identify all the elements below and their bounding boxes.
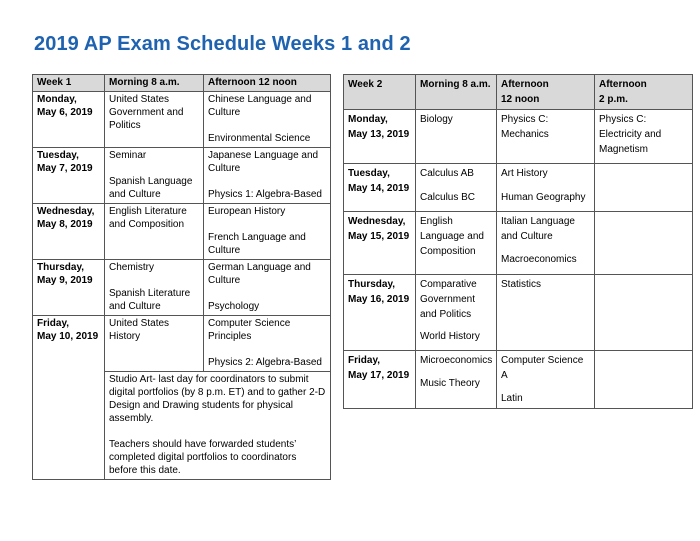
- table-row: [33, 260, 331, 316]
- week2-schedule-table: [343, 74, 693, 409]
- morning-cell: Chemistry Spanish Literature and Culture: [105, 260, 204, 316]
- morning-cell: Seminar Spanish Language and Culture: [105, 148, 204, 204]
- morning-cell: English Literature and Composition: [105, 204, 204, 260]
- morning-cell: United States Government and Politics: [105, 92, 204, 148]
- noon-cell: Computer Science A Latin: [497, 351, 595, 409]
- table-header-row: [33, 75, 331, 92]
- day-cell: Tuesday, May 7, 2019: [33, 148, 105, 204]
- morning-cell: United States History: [105, 316, 204, 372]
- table-row: [33, 92, 331, 148]
- column-header: Afternoon 12 noon: [204, 75, 331, 92]
- column-header: Morning 8 a.m.: [416, 75, 497, 110]
- afternoon-cell: German Language and Culture Psychology: [204, 260, 331, 316]
- morning-cell: Biology: [416, 110, 497, 164]
- day-cell: Thursday, May 9, 2019: [33, 260, 105, 316]
- studio-art-note: Studio Art- last day for coordinators to submit digital portfolios (by 8 p.m. ET) and to gather 2-D Design and Drawing students for physical assembly. Teachers should have forwarded students’ completed digital portfolios to coordinators before this date.: [105, 372, 331, 480]
- morning-cell: English Language and Composition: [416, 212, 497, 275]
- page-title: 2019 AP Exam Schedule Weeks 1 and 2: [34, 33, 411, 55]
- morning-cell: Comparative Government and Politics World History: [416, 275, 497, 351]
- table-row: [344, 164, 693, 212]
- two-pm-cell: [595, 164, 693, 212]
- day-cell: Thursday, May 16, 2019: [344, 275, 416, 351]
- table-header-row: [344, 75, 693, 110]
- column-header: Afternoon 2 p.m.: [595, 75, 693, 110]
- day-cell: Friday, May 17, 2019: [344, 351, 416, 409]
- afternoon-cell: Chinese Language and Culture Environmental Science: [204, 92, 331, 148]
- table-row: [344, 110, 693, 164]
- column-header: Afternoon 12 noon: [497, 75, 595, 110]
- day-cell: Monday, May 6, 2019: [33, 92, 105, 148]
- afternoon-cell: Computer Science Principles Physics 2: Algebra-Based: [204, 316, 331, 372]
- noon-cell: Art History Human Geography: [497, 164, 595, 212]
- table-row: [344, 275, 693, 351]
- column-header: Week 2: [344, 75, 416, 110]
- morning-cell: Microeconomics Music Theory: [416, 351, 497, 409]
- week1-schedule-table: [32, 74, 331, 480]
- day-cell: Friday, May 10, 2019: [33, 316, 105, 480]
- table-row: [33, 316, 331, 372]
- afternoon-cell: Japanese Language and Culture Physics 1: Algebra-Based: [204, 148, 331, 204]
- column-header: Week 1: [33, 75, 105, 92]
- day-cell: Wednesday, May 8, 2019: [33, 204, 105, 260]
- table-row: [344, 351, 693, 409]
- noon-cell: Physics C: Mechanics: [497, 110, 595, 164]
- day-cell: Monday, May 13, 2019: [344, 110, 416, 164]
- table-row: [344, 212, 693, 275]
- two-pm-cell: [595, 275, 693, 351]
- day-cell: Tuesday, May 14, 2019: [344, 164, 416, 212]
- two-pm-cell: [595, 351, 693, 409]
- two-pm-cell: Physics C: Electricity and Magnetism: [595, 110, 693, 164]
- column-header: Morning 8 a.m.: [105, 75, 204, 92]
- noon-cell: Statistics: [497, 275, 595, 351]
- two-pm-cell: [595, 212, 693, 275]
- table-row: [33, 204, 331, 260]
- day-cell: Wednesday, May 15, 2019: [344, 212, 416, 275]
- table-row: [33, 148, 331, 204]
- afternoon-cell: European History French Language and Culture: [204, 204, 331, 260]
- noon-cell: Italian Language and Culture Macroeconomics: [497, 212, 595, 275]
- morning-cell: Calculus AB Calculus BC: [416, 164, 497, 212]
